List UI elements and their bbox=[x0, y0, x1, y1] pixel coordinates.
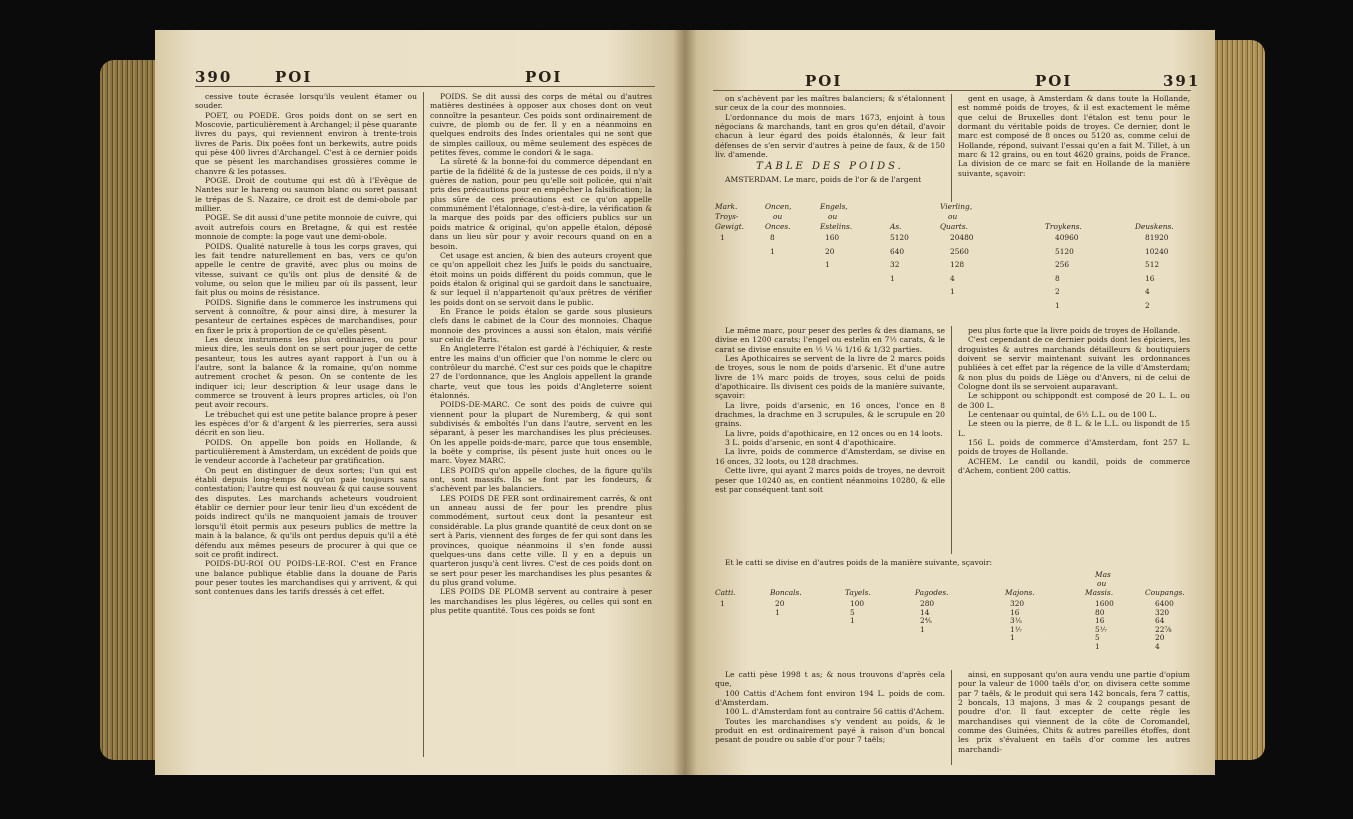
left-col1-paragraph: POGE. Se dit aussi d'une petite monnoie de cuivre, qui avoit autrefois cours en Bretagne, & qui est restée monnoie de compte: la poge vaut une demi-obole. bbox=[195, 213, 417, 242]
right-page-number: 391 bbox=[1163, 72, 1201, 90]
left-col1-paragraph: POIDS. On appelle bon poids en Hollande, & particulièrement à Amsterdam, un excédent de poids que le vendeur accorde à l'acheteur par gratification. bbox=[195, 437, 417, 466]
table1-cell: 2560 bbox=[950, 246, 969, 256]
table2-cell: 16 bbox=[1010, 607, 1020, 617]
catti-intro: Et le catti se divise en d'autres poids de la manière suivante, sçavoir: bbox=[725, 558, 993, 567]
table2-cell: 20 bbox=[775, 599, 785, 608]
right-column-2-top bbox=[958, 94, 1190, 202]
table1-cell: 40960 bbox=[1055, 233, 1079, 242]
right-col1-bottom-paragraph: 100 Cattis d'Achem font environ 194 L. poids de com. d'Amsterdam. bbox=[715, 688, 945, 708]
table1-cell: 160 bbox=[825, 233, 840, 242]
table2-h-massis: Massis. bbox=[1085, 588, 1114, 597]
table2-cell: 6400 bbox=[1155, 599, 1174, 608]
right-col1-mid-paragraph: Cette livre, qui ayant 2 marcs poids de troyes, ne devroit peser que 10240 as, en contient néanmoins 10280, & elle est par conséquent tant soit bbox=[715, 466, 945, 494]
table1-cell: 4 bbox=[1145, 287, 1150, 296]
table1-cell: 16 bbox=[1145, 273, 1155, 283]
open-book bbox=[155, 30, 1215, 775]
table1-cell: 128 bbox=[950, 260, 965, 269]
right-col2-bottom-paragraph: ainsi, en supposant qu'on aura vendu une partie d'opium pour la valeur de 1000 taëls d'or, on divisera cette somme par 7 taëls, & le produit qui sera 142 boncals, fera 7 cattis, 2 boncals, 13 majons, 3 mas & 2 coupangs pesant de poudre d'or. Il faut excepter de cette règle les marchandises qui viennent de la côte de Coromandel, comme des Guinées, Chits & autres pareilles étoffes, dont les prix s'évaluent en taëls d'or comme les autres marchandi- bbox=[958, 670, 1190, 754]
table2-h-tayels: Tayels. bbox=[845, 588, 871, 597]
right-page-header-2: POI bbox=[1035, 72, 1073, 90]
table1-h-mark: Mark. bbox=[715, 202, 738, 211]
left-col2-paragraph: LES POIDS DE FER sont ordinairement carrés, & ont un anneau aussi de fer pour les prendre plus commodément, surtout ceux dont la pesanteur est considérable. La plus grande quantité de ceux dont on se sert à Paris, viennent des forges de fer qui sont dans les provinces, quoique néanmoins il s'en fonde aussi quelques-uns dans cette ville. Il y en a depuis un quarteron jusqu'à cent livres. C'est de ces poids dont on se sert pour peser les marchandises les plus pesantes & du plus grand volume. bbox=[430, 493, 652, 587]
table1-cell: 20480 bbox=[950, 233, 974, 242]
right-col1-mid-paragraph: La livre, poids de commerce d'Amsterdam, se divise en 16 onces, 32 loots, ou 128 drachmes. bbox=[715, 447, 945, 466]
table2-cell: 5 bbox=[1095, 633, 1100, 642]
left-col2-paragraph: POIDS-DE-MARC. Ce sont des poids de cuivre qui viennent pour la plupart de Nuremberg, & qui sont subdivisés & emboîtés l'un dans l'autre, servent en les séparant, à peser les marchandises les plus précieuses. On les appelle poids-de-marc, parce que tous ensemble, la boëte y comprise, ils pèsent juste huit onces ou le marc. Voyez MARC. bbox=[430, 400, 652, 466]
table2-cell: 22⅞ bbox=[1155, 624, 1172, 634]
table1-cell: 2 bbox=[1055, 287, 1060, 296]
table2-cell: 3⅕ bbox=[1010, 616, 1022, 625]
right-col1-top-paragraph: on s'achèvent par les maîtres balanciers; & s'étalonnent sur ceux de la cour des monnoies. bbox=[715, 94, 945, 113]
table1-cell: 1 bbox=[890, 273, 895, 283]
right-header-rule bbox=[713, 90, 1191, 91]
table1-h2-ou-1: ou bbox=[773, 212, 783, 221]
table1-cell: 20 bbox=[825, 246, 835, 256]
right-column-1-mid bbox=[715, 326, 945, 556]
table2-cell: 320 bbox=[1155, 607, 1170, 617]
left-col1-paragraph: POIDS. Qualité naturelle à tous les corps graves, qui les fait tendre naturellement en bas, vers ce qu'on appelle le centre de gravité, avec plus ou moins de vitesse, suivant ce qu'ils ont plus de densité & de volume, ou selon que le milieu par où ils passent, leur fait plus ou moins de résistance. bbox=[195, 241, 417, 298]
table1-cell: 10240 bbox=[1145, 246, 1169, 256]
left-page-number: 390 bbox=[195, 68, 233, 86]
book-page-edges-left bbox=[100, 60, 162, 760]
table1-cell: 256 bbox=[1055, 260, 1070, 269]
table1-cell: 5120 bbox=[890, 233, 909, 242]
table1-cell: 1 bbox=[825, 260, 830, 269]
left-col1-paragraph: cessive toute écrasée lorsqu'ils veulent étamer ou souder. bbox=[195, 92, 417, 111]
table1-cell: 8 bbox=[1055, 273, 1060, 283]
table2-cell: 5 bbox=[850, 607, 855, 617]
table1-h3-onces: Onces. bbox=[765, 222, 791, 231]
table2-cell: 1 bbox=[1095, 641, 1100, 651]
right-col1-bottom-paragraph: Toutes les marchandises s'y vendent au poids, & le produit en est ordinairement payé à raison d'un boncal pesant de poudre ou sable d'or pour 7 taëls; bbox=[715, 716, 945, 745]
left-col2-paragraph: En Angleterre l'étalon est gardé à l'échiquier, & reste entre les mains d'un officier que l'on nomme le clerc ou contrôleur du marché. C'est sur ces poids que le chapitre 27 de l'ordonnance, que les Anglois appellent la grande charte, veut que tous les poids d'Angleterre soient étalonnés. bbox=[430, 344, 652, 400]
table1-h3-troykens: Troykens. bbox=[1045, 222, 1082, 231]
table1-h-engels: Engels, bbox=[820, 202, 848, 211]
right-col2-mid-paragraph: 156 L. poids de commerce d'Amsterdam, font 257 L. poids de troyes de Hollande. bbox=[958, 438, 1190, 457]
table1-cell: 32 bbox=[890, 260, 900, 269]
table-title: TABLE DES POIDS. bbox=[756, 161, 904, 173]
table2-cell: 280 bbox=[920, 599, 935, 608]
left-page-header-1: POI bbox=[275, 68, 313, 86]
right-col2-mid-paragraph: Le steen ou la pierre, de 8 L. & le L.L. ou lispondt de 15 L. bbox=[958, 419, 1190, 438]
right-col1-mid-paragraph: La livre, poids d'apothicaire, en 12 onces ou en 14 loots. bbox=[725, 428, 943, 438]
table2-h-pagodes: Pagodes. bbox=[915, 588, 949, 597]
right-col2-mid-paragraph: peu plus forte que la livre poids de troyes de Hollande. bbox=[968, 326, 1180, 335]
table1-h-vierling: Vierling, bbox=[940, 202, 973, 211]
left-col1-paragraph: Le trébuchet qui est une petite balance propre à peser les espèces d'or & d'argent & les pierreries, sera aussi décrit en son lieu. bbox=[195, 409, 417, 438]
right-col1-mid-paragraph: Le même marc, pour peser des perles & des diamans, se divise en 1200 carats; l'engel ou estelin en 7½ carats, & le carat se divise ensuite en ½ ¼ ⅛ 1/16 & 1/32 parties. bbox=[715, 326, 945, 354]
table2-h-boncals: Boncals. bbox=[770, 588, 802, 597]
table1-h-oncen: Oncen, bbox=[765, 202, 792, 211]
table1-h2-ou-3: ou bbox=[948, 212, 958, 221]
table1-cell: 4 bbox=[950, 273, 955, 283]
right-col1-bottom-paragraph: Le catti pèse 1998 t as; & nous trouvons d'après cela que, bbox=[715, 670, 945, 689]
table1-cell: 640 bbox=[890, 246, 905, 256]
left-col2-paragraph: En France le poids étalon se garde sous plusieurs clefs dans le cabinet de la Cour des monnoies. Chaque monnoie des provinces a aussi son étalon, mais vérifié sur celui de Paris. bbox=[430, 306, 652, 344]
table1-cell: 8 bbox=[770, 233, 775, 242]
left-col2-paragraph: Cet usage est ancien, & bien des auteurs croyent que ce qu'on appelloit chez les Juifs le poids du sanctuaire, étoit moins un poids différent du poids commun, que le poids étalon & original qui se gardoit dans le sanctuaire, & sur lequel il n'appartenoit qu'aux prêtres de vérifier les poids dont on se servoit dans le public. bbox=[430, 250, 652, 307]
left-header-rule bbox=[195, 86, 655, 87]
table1-cell: 81920 bbox=[1145, 233, 1169, 242]
table2-cell: 1 bbox=[1010, 633, 1015, 642]
right-col2-mid-paragraph: C'est cependant de ce dernier poids dont les épiciers, les droguistes & autres marchands détailleurs & boutiquiers doivent se servir maintenant suivant les ordonnances publiées à cet effet par la régence de la ville d'Amsterdam; & non plus du poids de Liège ou d'Anvers, ni de celui de Cologne dont ils se servoient auparavant. bbox=[958, 335, 1190, 392]
table2-cell: 1 bbox=[775, 607, 780, 617]
table1-cell: 5120 bbox=[1055, 246, 1074, 256]
right-top-divider bbox=[951, 94, 952, 202]
table2-cell: 100 bbox=[850, 599, 865, 608]
table1-h3-estelins: Estelins. bbox=[820, 222, 853, 231]
left-col2-paragraph: LES POIDS DE PLOMB servent au contraire à peser les marchandises les plus légères, ou celles qui sont en plus petite quantité. Tous ces poids se font bbox=[430, 587, 652, 615]
right-col1-bottom-paragraph: 100 L. d'Amsterdam font au contraire 56 cattis d'Achem. bbox=[725, 707, 945, 717]
left-col1-paragraph: POIDS-DU-ROI OU POIDS-LE-ROI. C'est en France une balance publique établie dans la douane de Paris pour peser toutes les marchandises qui y arrivent, & qui sont contenues dans les tarifs dressés à cet effet. bbox=[195, 559, 417, 597]
table2-cell: 1⅐ bbox=[1010, 624, 1022, 634]
table1-cell: 512 bbox=[1145, 260, 1160, 269]
table1-h3-as: As. bbox=[890, 222, 902, 231]
left-column-2 bbox=[430, 92, 652, 762]
table2-cell: 2⅘ bbox=[920, 616, 932, 625]
table2-cell: 14 bbox=[920, 607, 930, 617]
right-page bbox=[685, 30, 1215, 775]
right-col1-mid-paragraph: 3 L. poids d'arsenic, en sont 4 d'apothicaire. bbox=[725, 438, 896, 448]
table2-cell: 64 bbox=[1155, 616, 1165, 625]
left-col1-paragraph: POET, ou POEDE. Gros poids dont on se sert en Moscovie, particulièrement à Archangel; il pèse quarante livres du pays, qui reviennent environ à trente-trois livres de Paris. Dix poëes font un berkewits, autre poids qui pèse 400 livres d'Archangel. C'est à ce dernier poids que se pèsent les marchandises grossières comme le chanvre & les potasses. bbox=[195, 110, 417, 176]
table1-cell: 1 bbox=[1055, 300, 1060, 310]
book-spine-shadow bbox=[673, 30, 697, 775]
amsterdam-line: AMSTERDAM. Le marc, poids de l'or & de l'argent bbox=[725, 174, 922, 184]
table1-h2-troys: Troys- bbox=[715, 212, 739, 221]
table1-h3-quarts: Quarts. bbox=[940, 222, 968, 231]
table-catti-achem bbox=[715, 570, 1193, 650]
right-column-2-mid bbox=[958, 326, 1190, 556]
right-col2-mid-paragraph: ACHEM. Le candil ou kandil, poids de commerce d'Achem, contient 200 cattis. bbox=[958, 456, 1190, 476]
right-page-header-1: POI bbox=[805, 72, 843, 90]
right-bottom-divider bbox=[951, 670, 952, 765]
table1-cell: 1 bbox=[720, 233, 725, 242]
right-col2-mid-paragraph: Le centenaar ou quintal, de 6½ L.L. ou de 100 L. bbox=[968, 410, 1157, 420]
right-column-2-bottom bbox=[958, 670, 1190, 770]
table2-cell: 1 bbox=[850, 616, 855, 625]
right-col2-top-paragraph: gent en usage, à Amsterdam & dans toute la Hollande, est nommé poids de troyes, & il est exactement le même que celui de Bruxelles dont l'étalon est tenu pour le dormant du véritable poids de troyes. Ce dernier, dont le marc est composé de 8 onces ou 5120 as, comme celui de Hollande, répond, suivant l'essai qu'en a fait M. Tillet, à un marc & 12 grains, ou en tout 4620 grains, poids de France. La division de ce marc se fait en Hollande de la manière suivante, sçavoir: bbox=[958, 94, 1190, 178]
left-col1-paragraph: POGE. Droit de coutume qui est dû à l'Evêque de Nantes sur le hareng ou saumon blanc ou soret passant le trépas de S. Nazaire, ce droit est de demi-obole par millier. bbox=[195, 176, 417, 214]
table2-cell: 1600 bbox=[1095, 599, 1114, 608]
table2-h-majons: Majons. bbox=[1005, 588, 1035, 597]
table2-h-catti: Catti. bbox=[715, 588, 736, 597]
table2-cell: 320 bbox=[1010, 599, 1025, 608]
table2-cell: 20 bbox=[1155, 633, 1165, 642]
table2-cell: 5⅐ bbox=[1095, 624, 1107, 634]
table2-h-coupangs: Coupangs. bbox=[1145, 588, 1185, 597]
left-column-1 bbox=[195, 92, 417, 762]
table1-h2-ou-2: ou bbox=[828, 212, 838, 221]
right-column-1-bottom bbox=[715, 670, 945, 770]
right-col1-mid-paragraph: Les Apothicaires se servent de la livre de 2 marcs poids de troyes, sous le nom de poids d'arsenic. Et d'une autre livre de 1¾ marc poids de troyes, sous celui de poids d'apothicaire. Ils divisent ces poids de la manière suivante, sçavoir: bbox=[715, 354, 945, 401]
table2-cell: 16 bbox=[1095, 616, 1105, 625]
table1-h3-deuskens: Deuskens. bbox=[1135, 222, 1174, 231]
right-mid-divider bbox=[951, 326, 952, 554]
left-page bbox=[155, 30, 685, 775]
table-poids-amsterdam bbox=[715, 202, 1193, 322]
left-page-header-2: POI bbox=[525, 68, 563, 86]
table2-h-mas: Mas bbox=[1095, 570, 1111, 579]
right-col1-top-paragraph: L'ordonnance du mois de mars 1673, enjoint à tous négocians & marchands, tant en gros qu'en détail, d'avoir chacun à leur égard des poids étalonnés, & leur fait défenses de s'en servir d'autres à peine de faux, & de 150 liv. d'amende. bbox=[715, 112, 945, 160]
table2-cell: 4 bbox=[1155, 641, 1160, 651]
table1-cell: 1 bbox=[950, 287, 955, 296]
left-col1-paragraph: POIDS. Signifie dans le commerce les instrumens qui servent à connoître, & pour ainsi dire, à mesurer la pesanteur de certaines espèces de marchandises, pour en fixer le prix à proportion de ce qu'elles pèsent. bbox=[195, 297, 417, 335]
left-col2-paragraph: La sûreté & la bonne-foi du commerce dépendant en partie de la fidélité & de la justesse de ces poids, il n'y a guères de nation, pour peu qu'elle soit policée, qui n'ait pris des précautions pour en empêcher la falsification; la plus sûre de ces précautions est ce qu'on appelle communément l'étalonnage, c'est-à-dire, la vérification & la marque des poids par des officiers publics sur un poids matrice & original, qu'on appelle étalon, déposé dans un lieu sûr pour y avoir recours quand on en a besoin. bbox=[430, 157, 652, 251]
table1-cell: 2 bbox=[1145, 300, 1150, 310]
left-col2-paragraph: POIDS. Se dit aussi des corps de métal ou d'autres matières destinées à opposer aux choses dont on veut connoître la pesanteur. Ces poids sont ordinairement de cuivre, de plomb ou de fer. Il y en a néanmoins en quelques endroits des Indes orientales qui ne sont que de simples cailloux, ou même seulement des espèces de petites fèves, comme le condori & le saga. bbox=[430, 92, 652, 158]
left-column-divider bbox=[423, 92, 424, 757]
right-column-1-top bbox=[715, 94, 945, 202]
table2-cell: 80 bbox=[1095, 607, 1105, 617]
left-col1-paragraph: On peut en distinguer de deux sortes; l'un qui est établi depuis long-temps & qu'on paie toujours sans contestation; l'autre qui est nouveau & qui cause souvent des disputes. Les marchands acheteurs voudroient établir ce dernier pour leur tenir lieu d'un excédent de poids indirect qu'ils ne manquoient jamais de trouver lorsqu'il étoit permis aux peseurs publics de mettre la main à la balance, & qu'ils ont perdus depuis qu'il a été défendu aux mêmes peseurs de procurer à qui que ce soit ce profit indirect. bbox=[195, 465, 417, 559]
left-col2-paragraph: LES POIDS qu'on appelle cloches, de la figure qu'ils ont, sont massifs. Ils se font par les fondeurs, & s'achèvent par les balanciers. bbox=[430, 465, 652, 494]
table2-cell: 1 bbox=[720, 599, 725, 608]
table1-cell: 1 bbox=[770, 246, 775, 256]
right-col1-mid-paragraph: La livre, poids d'arsenic, en 16 onces, l'once en 8 drachmes, la drachme en 3 scrupules, & le scrupule en 20 grains. bbox=[715, 400, 945, 429]
table1-h3-gewigt: Gewigt. bbox=[715, 222, 745, 231]
table2-cell: 1 bbox=[920, 624, 925, 634]
table2-h-ou: ou bbox=[1097, 579, 1107, 588]
left-col1-paragraph: Les deux instrumens les plus ordinaires, ou pour mieux dire, les seuls dont on se sert pour juger de cette pesanteur, tous les autres ayant rapport à l'un ou à l'autre, sont la balance & la romaine, qu'on nomme autrement crochet & peson. On se contente de les indiquer ici; leur description & leur usage dans le commerce se trouvent à leurs propres articles, où l'on peut avoir recours. bbox=[195, 334, 417, 410]
right-col2-mid-paragraph: Le schippont ou schippondt est composé de 20 L. L. ou de 300 L. bbox=[958, 391, 1190, 410]
